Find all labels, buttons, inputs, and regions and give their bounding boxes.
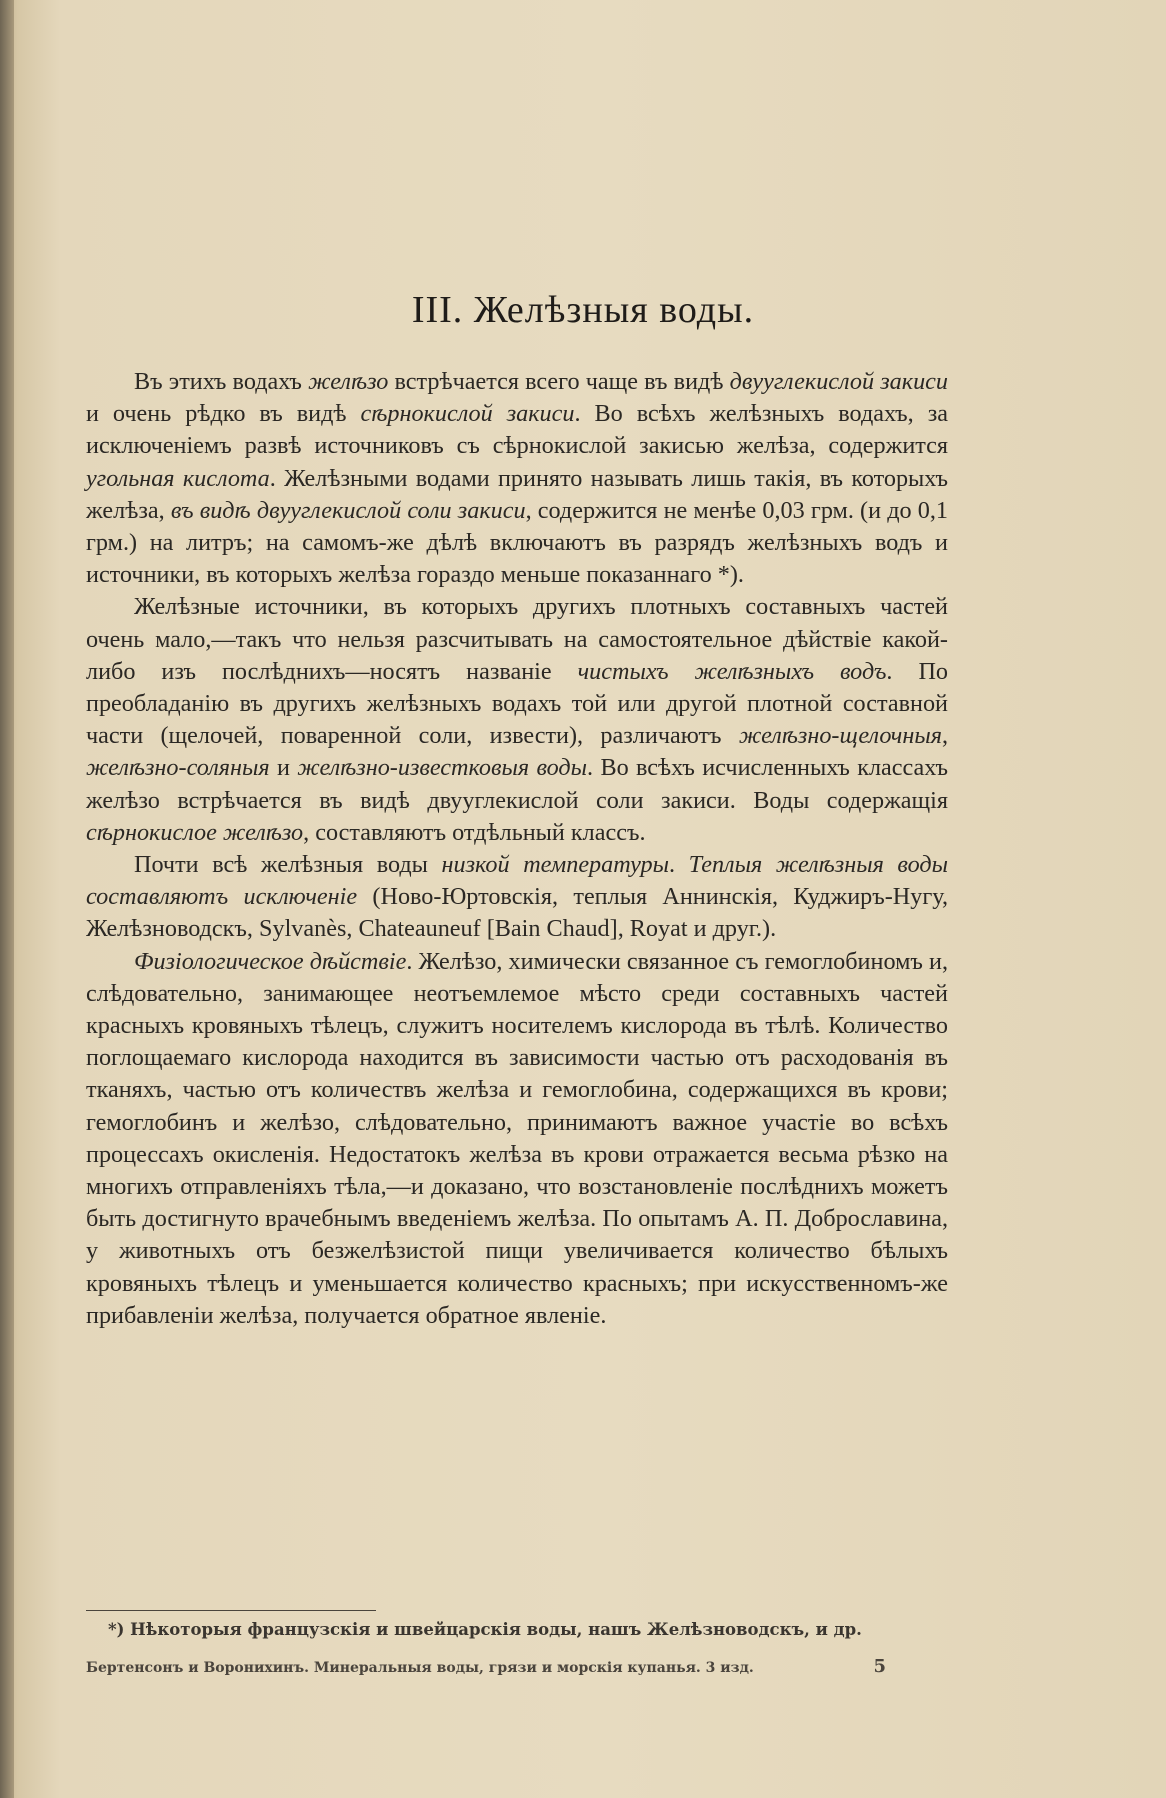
paragraph xyxy=(86,946,948,1332)
italic-term: желѣзо xyxy=(308,368,389,395)
text-run: . xyxy=(669,851,689,879)
text-run: Въ этихъ водахъ xyxy=(134,368,309,395)
italic-term: Физіологическое дѣйствіе xyxy=(134,947,407,975)
italic-term: двууглекислой закиси xyxy=(729,368,948,395)
italic-term: низкой температуры xyxy=(441,851,669,879)
text-run: . Во всѣхъ исчисленныхъ классахъ желѣзо встрѣчается въ видѣ двууглекислой соли закиси. Воды содержащія xyxy=(86,754,948,814)
italic-term: Теплыя желѣзныя воды составляютъ исключеніе xyxy=(86,851,949,911)
text-run: (Ново-Юртовскія, теплыя Аннинскія, Куджиръ-Нугу, Желѣзноводскъ, Sylvanès, Chateauneuf [Bain Chaud], Royat и друг.). xyxy=(86,883,948,943)
text-run: Желѣзные источники, въ которыхъ другихъ плотныхъ составныхъ частей очень мало,—такъ что нельзя разсчитывать на самостоятельное дѣйствіе какой-либо изъ послѣднихъ—носятъ названіе xyxy=(86,593,948,685)
page-number: 5 xyxy=(873,1656,886,1677)
italic-term: желѣзно-известковыя воды xyxy=(297,754,588,782)
footnote-rule xyxy=(86,1610,376,1611)
italic-term: сѣрнокислое желѣзо xyxy=(86,818,304,846)
italic-term: угольная кислота xyxy=(86,464,270,492)
italic-term: желѣзно-соляныя xyxy=(86,754,270,782)
footnote: *) Нѣкоторыя французскія и швейцарскія воды, нашъ Желѣзноводскъ, и др. xyxy=(108,1620,862,1639)
text-run: Почти всѣ желѣзныя воды xyxy=(134,851,442,879)
italic-term: желѣзно-щелочныя xyxy=(738,722,942,750)
chapter-heading: III. Желѣзныя воды. xyxy=(411,289,755,331)
italic-term: въ видѣ двууглекислой соли закиси xyxy=(170,496,526,524)
text-run: и xyxy=(269,754,298,782)
footer-signature: Бертенсонъ и Воронихинъ. Минеральныя воды, грязи и морскія купанья. 3 изд. xyxy=(86,1660,754,1676)
text-run: , xyxy=(941,722,948,750)
text-run: . Во всѣхъ желѣзныхъ водахъ, за исключеніемъ развѣ источниковъ съ сѣрнокислой закисью желѣза, содержится xyxy=(86,400,948,460)
text-run: , содержится не менѣе 0,03 грм. (и до 0,1 грм.) на литръ; на самомъ-же дѣлѣ включаютъ въ разрядъ желѣзныхъ водъ и источники, въ которыхъ желѣза гораздо меньше показаннаго *). xyxy=(86,496,948,589)
text-run: и очень рѣдко въ видѣ xyxy=(86,400,361,428)
book-spine-shadow xyxy=(0,0,14,1798)
paragraph xyxy=(86,366,948,591)
body-text xyxy=(86,366,948,1332)
text-run: встрѣчается всего чаще въ видѣ xyxy=(388,368,730,395)
text-run: . Желѣзными водами принято называть лишь такія, въ которыхъ желѣза, xyxy=(86,464,948,524)
italic-term: чистыхъ желѣзныхъ водъ xyxy=(577,657,887,685)
text-run: , составляютъ отдѣльный классъ. xyxy=(303,818,646,846)
text-run: . По преобладанію въ другихъ желѣзныхъ водахъ той или другой плотной составной части (щелочей, поваренной соли, извести), различаютъ xyxy=(86,657,949,750)
text-run: . Желѣзо, химически связанное съ гемоглобиномъ и, слѣдовательно, занимающее неотъемлемое мѣсто среди составныхъ частей красныхъ кровяныхъ тѣлецъ, служитъ носителемъ кислорода въ тѣлѣ. Количество поглощаемаго кислорода находится въ зависимости частью отъ расходованія въ тканяхъ, частью отъ количествъ желѣза и гемоглобина, содержащихся въ крови; гемоглобинъ и желѣзо, слѣдовательно, принимаютъ важное участіе во всѣхъ процессахъ окисленія. Недостатокъ желѣза въ крови отражается весьма рѣзко на многихъ отправленіяхъ тѣла,—и доказано, что возстановленіе послѣднихъ можетъ быть достигнуто врачебнымъ введеніемъ желѣза. По опытамъ А. П. Доброславина, у животныхъ отъ безжелѣзистой пищи увеличивается количество бѣлыхъ кровяныхъ тѣлецъ и уменьшается количество красныхъ; при искусственномъ-же прибавленіи желѣза, получается обратное явленіе. xyxy=(86,947,949,1329)
paragraph xyxy=(86,591,948,849)
italic-term: сѣрнокислой закиси xyxy=(360,400,575,428)
paragraph xyxy=(86,849,948,946)
